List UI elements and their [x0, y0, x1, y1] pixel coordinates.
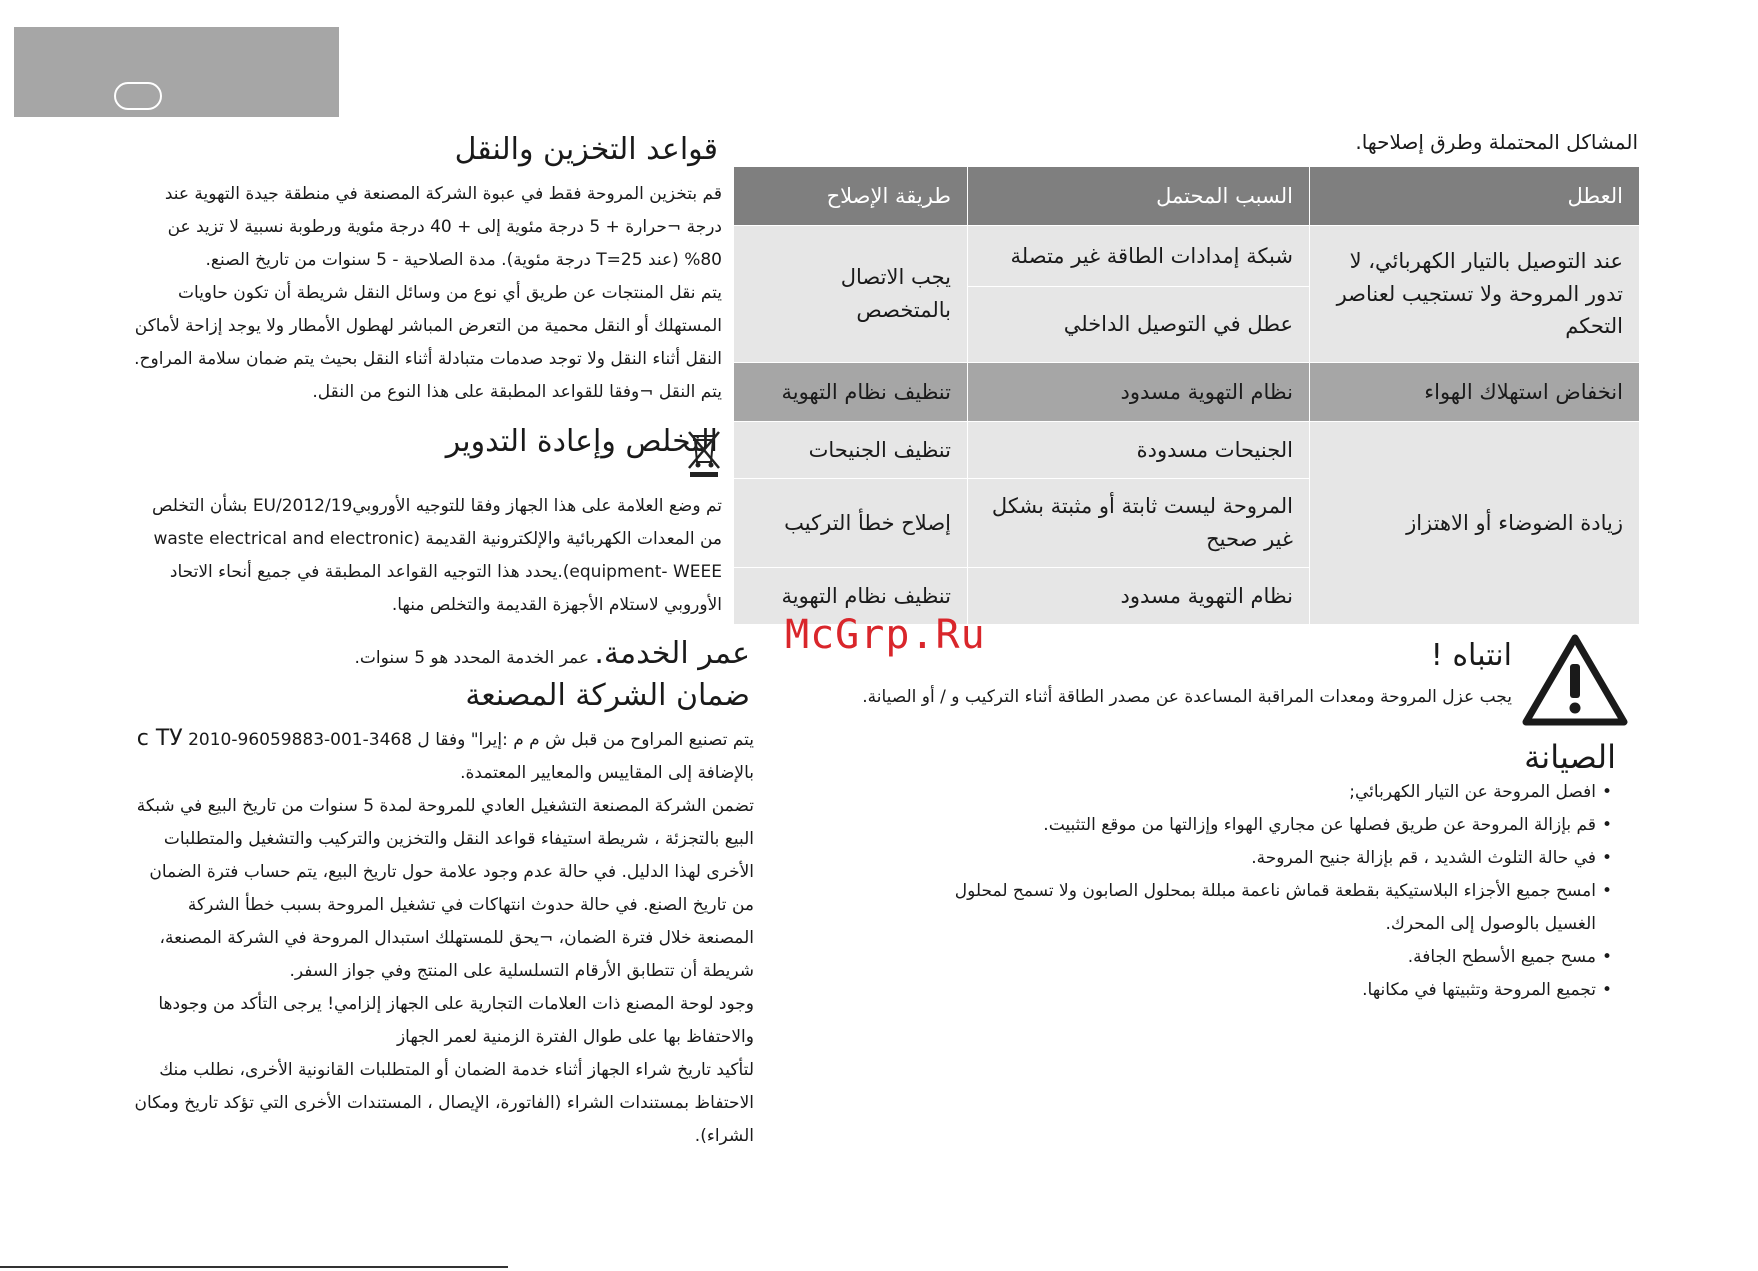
disposal-body: تم وضع العلامة على هذا الجهاز وفقا للتوجيه الأوروبيEU/2012/19 بشأن التخلص من المعدات الكهربائية والإلكترونية القديمة (waste electrical and electronic equipment- WEEE).يحدد هذا التوجيه القواعد المطبقة في جميع أنحاء الاتحاد الأوروبي لاستلام الأجهزة القديمة والتخلص منها.	[151, 496, 722, 615]
bottom-divider	[0, 1266, 508, 1268]
header-remedy: طريقة الإصلاح	[734, 167, 968, 226]
header-block	[14, 27, 339, 117]
storage-body	[132, 178, 722, 409]
remedy-cell: يجب الاتصال بالمتخصص	[734, 226, 968, 363]
cause-cell: نظام التهوية مسدود	[968, 568, 1310, 625]
list-item: • افصل المروحة عن التيار الكهربائي;	[900, 776, 1612, 809]
tu-code: с ТУ	[136, 726, 183, 751]
table-header-row	[734, 167, 1640, 226]
warranty-paragraph: لتأكيد تاريخ شراء الجهاز أثناء خدمة الضمان أو المتطلبات القانونية الأخرى، نطلب منك الاحتفاظ بمستندات الشراء (الفاتورة، الإيصال ، المستندات الأخرى التي تؤكد تاريخ ومكان الشراء).	[134, 1060, 754, 1146]
service-life-heading: عمر الخدمة.	[594, 636, 750, 671]
cause-cell: عطل في التوصيل الداخلي	[968, 286, 1310, 362]
storage-paragraph: قم بتخزين المروحة فقط في عبوة الشركة المصنعة في منطقة جيدة التهوية عند درجة ¬حرارة + 5 درجة مئوية إلى + 40 درجة مئوية ورطوبة نسبية لا تزيد عن 80% (عند T=25 درجة مئوية). مدة الصلاحية - 5 سنوات من تاريخ الصنع.	[164, 184, 722, 270]
page-number-pill	[114, 82, 162, 110]
list-item: • في حالة التلوث الشديد ، قم بإزالة جنيح المروحة.	[900, 842, 1612, 875]
storage-paragraph: يتم نقل المنتجات عن طريق أي نوع من وسائل النقل شريطة أن تكون حاويات المستهلك أو النقل محمية من التعرض المباشر لهطول الأمطار ولا يوجد إزاحة لأماكن النقل أثناء النقل ولا توجد صدمات متبادلة أثناء النقل بحيث يتم ضمان سلامة المراوح. يتم النقل ¬وفقا للقواعد المطبقة على هذا النوع من النقل.	[134, 283, 722, 402]
cause-cell: شبكة إمدادات الطاقة غير متصلة	[968, 226, 1310, 287]
disposal-title: التخلص وإعادة التدوير	[445, 424, 718, 459]
warranty-paragraph: تضمن الشركة المصنعة التشغيل العادي للمروحة لمدة 5 سنوات من تاريخ البيع في شبكة البيع بالتجزئة ، شريطة استيفاء قواعد النقل والتخزين والتركيب والتشغيل والمتطلبات الأخرى لهذا الدليل. في حالة عدم وجود علامة حول تاريخ البيع، يتم حساب فترة الضمان من تاريخ الصنع. في حالة حدوث انتهاكات في تشغيل المروحة بسبب خطأ الشركة المصنعة خلال فترة الضمان، ¬يحق للمستهلك استبدال المروحة في الشركة المصنعة، شريطة أن تتطابق الأرقام التسلسلية على المنتج وفي جواز السفر.	[136, 796, 754, 981]
weee-crossed-bin-icon	[686, 428, 722, 478]
header-fault: العطل	[1310, 167, 1640, 226]
table-row	[734, 226, 1640, 287]
warranty-intro-cont: بالإضافة إلى المقاييس والمعايير المعتمدة.	[460, 763, 754, 783]
maintenance-title: الصيانة	[1524, 738, 1616, 776]
warranty-intro-line	[132, 722, 754, 757]
fault-cell: عند التوصيل بالتيار الكهربائي، لا تدور المروحة ولا تستجيب لعناصر التحكم	[1310, 226, 1640, 363]
fault-cell: انخفاض استهلاك الهواء	[1310, 363, 1640, 422]
service-life	[340, 636, 750, 671]
remedy-cell: تنظيف نظام التهوية	[734, 568, 968, 625]
storage-title: قواعد التخزين والنقل	[454, 132, 718, 167]
remedy-cell: تنظيف الجنيحات	[734, 422, 968, 479]
cause-cell: الجنيحات مسدودة	[968, 422, 1310, 479]
warranty-paragraph: وجود لوحة المصنع ذات العلامات التجارية على الجهاز إلزامي! يرجى التأكد من وجودها والاحتفاظ بها على طوال الفترة الزمنية لعمر الجهاز	[158, 994, 754, 1047]
cause-cell: المروحة ليست ثابتة أو مثبتة بشكل غير صحيح	[968, 479, 1310, 568]
table-row	[734, 422, 1640, 479]
attention-title: انتباه !	[1430, 638, 1512, 673]
maintenance-list	[900, 776, 1612, 1007]
warranty-intro: يتم تصنيع المراوح من قبل ش م م :إيرا" وفقا ل 3468-001-96059883-2010	[188, 730, 754, 750]
fault-cell: زيادة الضوضاء أو الاهتزاز	[1310, 422, 1640, 625]
watermark: McGrp.Ru	[785, 612, 986, 658]
list-item: • قم بإزالة المروحة عن طريق فصلها عن مجاري الهواء وإزالتها من موقع التثبيت.	[900, 809, 1612, 842]
cause-cell: نظام التهوية مسدود	[968, 363, 1310, 422]
troubleshooting-table	[733, 166, 1640, 625]
warning-triangle-icon	[1522, 634, 1628, 726]
table-row	[734, 363, 1640, 422]
remedy-cell: تنظيف نظام التهوية	[734, 363, 968, 422]
list-item: • تجميع المروحة وتثبيتها في مكانها.	[900, 974, 1612, 1007]
list-item: • مسح جميع الأسطح الجافة.	[900, 941, 1612, 974]
problems-title: المشاكل المحتملة وطرق إصلاحها.	[1355, 130, 1638, 154]
remedy-cell: إصلاح خطأ التركيب	[734, 479, 968, 568]
warranty-title: ضمان الشركة المصنعة	[465, 678, 750, 713]
attention-text: يجب عزل المروحة ومعدات المراقبة المساعدة عن مصدر الطاقة أثناء التركيب و / أو الصيانة.	[862, 687, 1512, 707]
warranty-body	[132, 722, 754, 1153]
list-item: • امسح جميع الأجزاء البلاستيكية بقطعة قماش ناعمة مبللة بمحلول الصابون ولا تسمح لمحلول الغسيل بالوصول إلى المحرك.	[900, 875, 1612, 941]
service-life-text: عمر الخدمة المحدد هو 5 سنوات.	[354, 648, 595, 668]
header-cause: السبب المحتمل	[968, 167, 1310, 226]
